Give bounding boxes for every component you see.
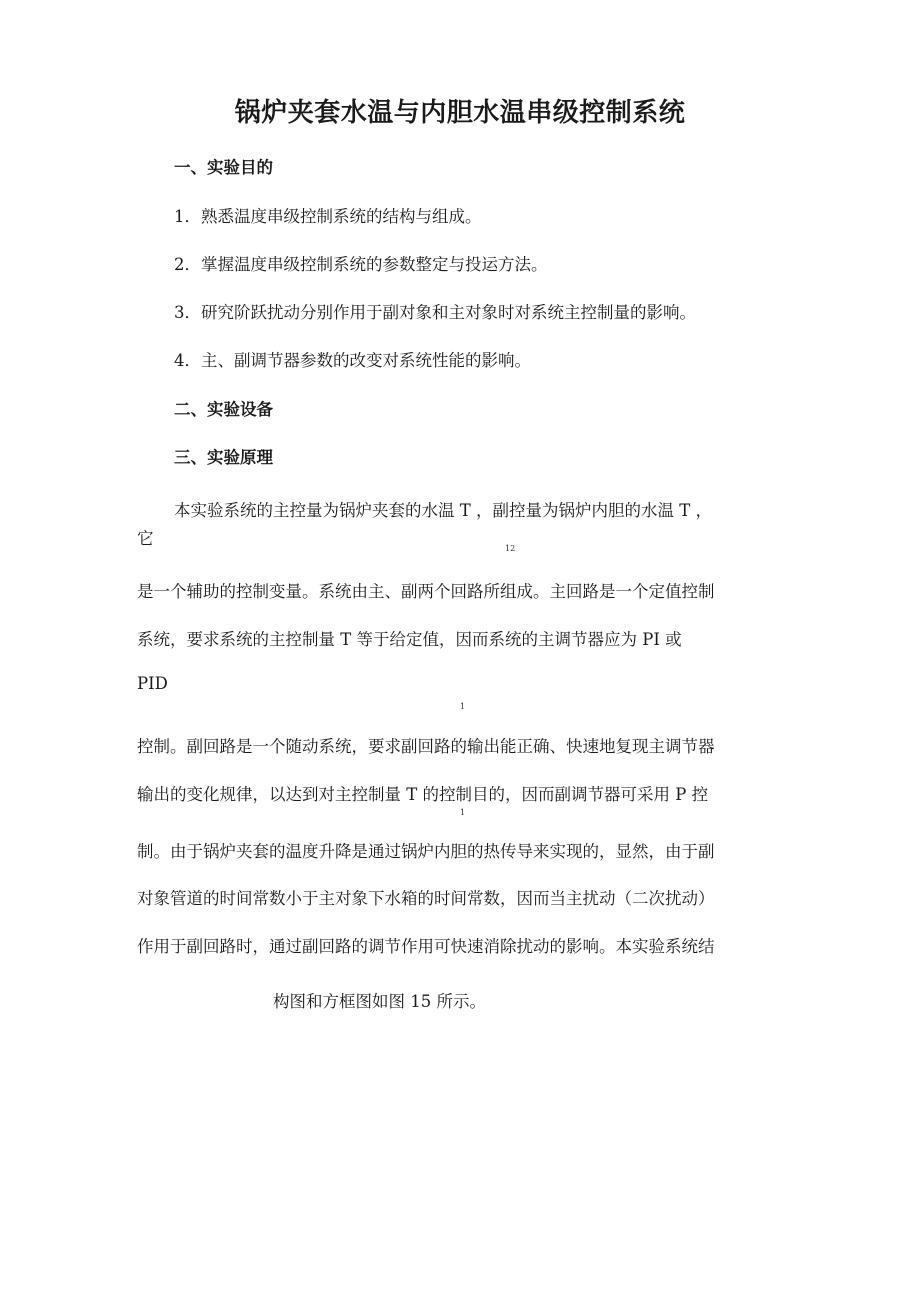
principle-line-4: 系统，要求系统的主控制量 T 等于给定值，因而系统的主调节器应为 PI 或 [137, 630, 682, 649]
section-heading-objectives: 一、实验目的 [174, 158, 273, 177]
principle-line-7: 输出的变化规律，以达到对主控制量 T 的控制目的，因而副调节器可采用 P 控 [137, 785, 709, 804]
section-heading-principle: 三、实验原理 [174, 448, 273, 467]
principle-line-5: PID [137, 674, 168, 693]
section-heading-equipment: 二、实验设备 [174, 400, 273, 419]
principle-line-2: 它 [137, 529, 154, 548]
principle-line-6: 控制。副回路是一个随动系统，要求副回路的输出能正确、快速地复现主调节器 [137, 737, 715, 756]
objective-item-4: 4．主、副调节器参数的改变对系统性能的影响。 [174, 351, 531, 370]
principle-line-9: 对象管道的时间常数小于主对象下水箱的时间常数，因而当主扰动（二次扰动） [137, 889, 715, 908]
document-title: 锅炉夹套水温与内胆水温串级控制系统 [234, 98, 686, 128]
principle-line-1: 本实验系统的主控量为锅炉夹套的水温 T ，副控量为锅炉内胆的水温 T ， [174, 501, 712, 520]
subscript-label: 1 [460, 702, 466, 711]
principle-line-11: 构图和方框图如图 15 所示。 [273, 992, 486, 1011]
principle-line-3: 是一个辅助的控制变量。系统由主、副两个回路所组成。主回路是一个定值控制 [137, 582, 715, 601]
objective-item-2: 2．掌握温度串级控制系统的参数整定与投运方法。 [174, 255, 548, 274]
objective-item-3: 3．研究阶跃扰动分别作用于副对象和主对象时对系统主控制量的影响。 [174, 303, 696, 322]
objective-item-1: 1．熟悉温度串级控制系统的结构与组成。 [174, 207, 482, 226]
principle-line-10: 作用于副回路时，通过副回路的调节作用可快速消除扰动的影响。本实验系统结 [137, 937, 715, 956]
subscript-label: 1 [460, 808, 466, 817]
subscript-label: 12 [505, 544, 516, 553]
principle-line-8: 制。由于锅炉夹套的温度升降是通过锅炉内胆的热传导来实现的，显然，由于副 [137, 842, 715, 861]
